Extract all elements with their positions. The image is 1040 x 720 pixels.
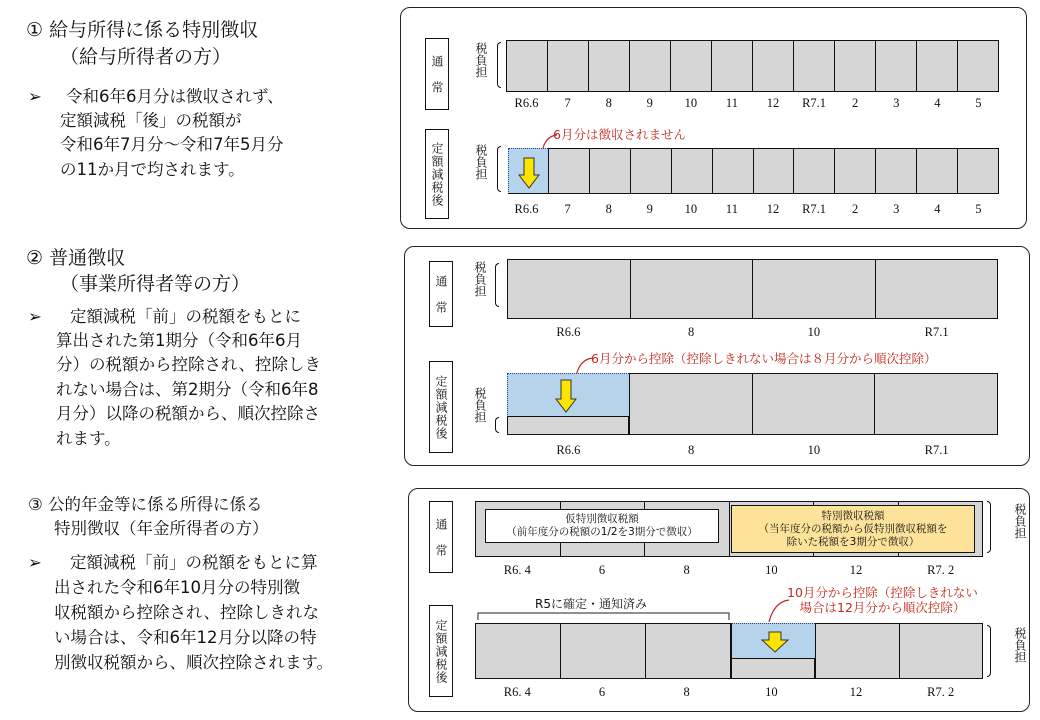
tick-label: 10 <box>807 325 821 339</box>
section3-line: 収税額から控除され、控除しきれな <box>54 603 319 622</box>
section1-bullet: ➢ <box>28 87 42 106</box>
section3-title: ③ 公的年金等に係る所得に係る <box>28 495 263 514</box>
tick-label: 5 <box>975 96 982 110</box>
tick-label: R7.1 <box>802 96 827 110</box>
tick-label: R7.1 <box>924 325 949 339</box>
month-axis <box>475 685 983 700</box>
section3-line: 別徴収税額から、順次控除されます。 <box>54 653 334 672</box>
brace <box>495 417 499 433</box>
section2-line: れない場合は、第2期分（令和6年8 <box>56 380 319 399</box>
tick-label: 2 <box>852 96 859 110</box>
section3-subtitle: 特別徴収（年金所得者の方） <box>54 519 269 538</box>
remaining-june <box>507 417 629 435</box>
tick-label: 10 <box>765 685 778 699</box>
tax-burden-label: 税負担 <box>1013 627 1027 663</box>
tick-label: R6.6 <box>514 202 539 216</box>
tick-label: 3 <box>893 202 900 216</box>
tick-label: R6. 4 <box>503 685 531 699</box>
bar-after-confirmed <box>475 623 731 679</box>
section3-line: 定額減税「前」の税額をもとに算 <box>70 553 318 572</box>
section3-line: 出された令和6年10月分の特別徴 <box>54 578 300 597</box>
section2-line: 算出された第1期分（令和6年6月 <box>56 331 302 350</box>
month-axis <box>506 202 999 217</box>
tick-label: 8 <box>605 202 612 216</box>
tick-label: 5 <box>975 202 982 216</box>
section1-line: 定額減税「後」の税額が <box>60 111 242 130</box>
section1-subtitle: （給与所得者の方） <box>60 46 232 68</box>
brace <box>497 146 501 192</box>
tick-label: 7 <box>564 202 571 216</box>
tick-label: 4 <box>934 202 941 216</box>
section2-line: 定額減税「前」の税額をもとに <box>70 307 301 326</box>
special-title: 特別徴収税額 <box>821 509 885 522</box>
tick-label: 10 <box>765 563 778 577</box>
section1-title: ① 給与所得に係る特別徴収 <box>26 19 259 41</box>
panel-salary <box>400 7 1027 229</box>
special-note: （当年度分の税額から仮特別徴収税額を <box>758 522 948 535</box>
month-axis <box>475 563 983 578</box>
panel-ordinary <box>404 246 1030 466</box>
label-normal: 通 常 <box>429 501 453 573</box>
section2-line: 分）の税額から控除され、控除しき <box>56 355 321 374</box>
down-arrow-icon <box>760 631 790 653</box>
bar-normal <box>507 259 998 319</box>
tick-label: 12 <box>766 96 780 110</box>
tick-label: 10 <box>807 443 821 457</box>
confirmed-note: R5に確定・通知済み <box>535 597 647 611</box>
confirmed-bracket <box>477 609 731 621</box>
label-normal: 通 常 <box>425 38 449 110</box>
remaining-october <box>731 659 815 679</box>
bar-normal <box>506 40 999 92</box>
tick-label: 8 <box>688 325 695 339</box>
tick-label: R6.6 <box>556 325 581 339</box>
down-arrow-icon <box>518 157 540 189</box>
tick-label: 4 <box>934 96 941 110</box>
section2-line: れます。 <box>56 429 121 448</box>
section2-line: 月分）以降の税額から、順次控除さ <box>56 404 320 423</box>
tick-label: 11 <box>725 202 738 216</box>
tick-label: 12 <box>849 685 863 699</box>
tick-label: R6.6 <box>556 443 581 457</box>
bar-after <box>548 148 999 194</box>
special-tax-box <box>731 505 975 553</box>
note-june: 6月分は徴収されません <box>553 127 686 142</box>
tick-label: 7 <box>564 96 571 110</box>
section2-bullet: ➢ <box>28 307 42 326</box>
note-october: 10月分から控除（控除しきれない 場合は12月分から順次控除） <box>787 585 978 615</box>
tick-label: 12 <box>849 563 863 577</box>
tax-burden-label: 税負担 <box>1013 503 1027 539</box>
month-axis <box>507 325 998 340</box>
brace <box>495 263 499 307</box>
tick-label: 11 <box>725 96 738 110</box>
provisional-title: 仮特別徴収税額 <box>565 513 639 525</box>
section1-line: 令和6年6月分は徴収されず、 <box>66 87 284 106</box>
panel-pension <box>408 488 1030 712</box>
tick-label: R7. 2 <box>927 563 955 577</box>
note-june-deduction: 6月分から控除（控除しきれない場合は８月分から順次控除） <box>591 351 937 366</box>
bar-after-special <box>815 623 983 679</box>
tick-label: 8 <box>683 685 690 699</box>
tick-label: 12 <box>766 202 780 216</box>
tick-label: 10 <box>684 96 698 110</box>
bar-after <box>629 373 998 435</box>
tick-label: 3 <box>893 96 900 110</box>
month-axis <box>507 443 998 458</box>
month-axis <box>506 96 999 111</box>
tax-burden-label: 税負担 <box>473 261 487 297</box>
label-after: 定額減税後 <box>425 129 449 219</box>
provisional-tax-box <box>485 509 719 543</box>
tick-label: 6 <box>598 563 606 577</box>
tick-label: R6. 4 <box>503 563 531 577</box>
brace <box>987 625 991 677</box>
tick-label: R6.6 <box>514 96 539 110</box>
tick-label: R7.1 <box>802 202 827 216</box>
tick-label: 2 <box>852 202 859 216</box>
tax-burden-label: 税負担 <box>474 144 488 180</box>
section1-line: 令和6年7月分～令和7年5月分 <box>60 135 284 154</box>
tick-label: 8 <box>683 563 690 577</box>
section3-line: い場合は、令和6年12月分以降の特 <box>54 628 317 647</box>
tax-burden-label: 税負担 <box>474 42 488 78</box>
down-arrow-icon <box>555 379 577 413</box>
provisional-note: （前年度分の税額の1/2を3期分で徴収） <box>506 526 698 538</box>
brace <box>987 501 991 553</box>
section3-bullet: ➢ <box>28 553 42 572</box>
tick-label: R7. 2 <box>927 685 955 699</box>
section1-line: の11か月で均されます。 <box>60 160 245 179</box>
tick-label: 9 <box>646 96 653 110</box>
tick-label: 8 <box>688 443 695 457</box>
brace <box>497 42 501 88</box>
tick-label: 6 <box>598 685 606 699</box>
special-note: 除いた税額を3期分で徴収） <box>786 535 920 548</box>
label-after: 定額減税後 <box>429 361 453 453</box>
tick-label: 10 <box>684 202 698 216</box>
tick-label: R7.1 <box>924 443 949 457</box>
tax-burden-label: 税負担 <box>473 387 487 423</box>
note-pointer <box>765 597 791 623</box>
label-after: 定額減税後 <box>429 605 453 697</box>
section2-title: ② 普通徴収 <box>26 247 126 269</box>
tick-label: 9 <box>646 202 653 216</box>
tick-label: 8 <box>605 96 612 110</box>
section2-subtitle: （事業所得者等の方） <box>60 273 251 295</box>
label-normal: 通 常 <box>429 261 453 327</box>
